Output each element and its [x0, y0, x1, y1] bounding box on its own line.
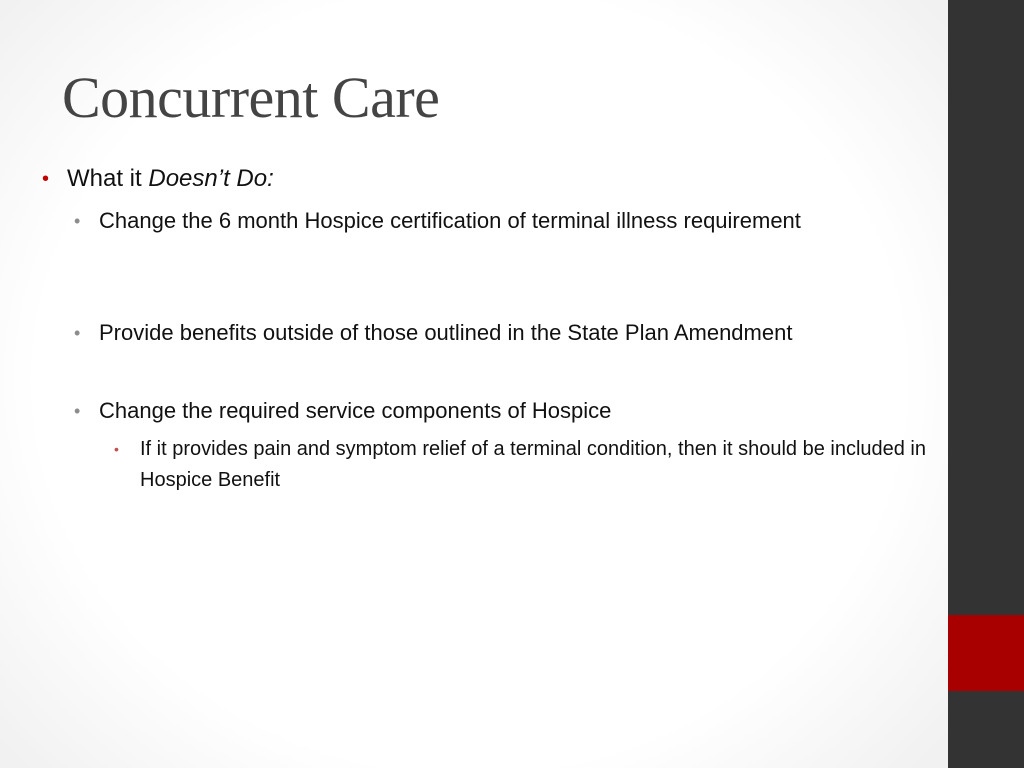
bullet-icon: •: [74, 211, 81, 231]
bullet-level3-pain-relief: [114, 434, 940, 496]
bullet-level1-whatitdoesntdo: [42, 162, 274, 196]
bullet-icon: •: [114, 441, 119, 457]
bullet-text: Change the 6 month Hospice certification of terminal illness requirement: [99, 208, 801, 233]
bullet-level2-benefits: [74, 316, 940, 350]
bullet-level2-certification: [74, 204, 940, 238]
bullet-text-prefix: What it: [67, 165, 149, 192]
bullet-icon: •: [74, 323, 81, 343]
sidebar-red-accent: [948, 615, 1024, 691]
bullet-icon: •: [74, 401, 81, 421]
bullet-icon: •: [42, 168, 50, 190]
bullet-level2-service-components: [74, 394, 940, 428]
bullet-text: [42, 162, 274, 196]
bullet-text: If it provides pain and symptom relief of a terminal condition, then it should be included in Hospice Benefit: [140, 438, 926, 491]
bullet-text: Change the required service components of Hospice: [99, 398, 612, 423]
bullet-text: Provide benefits outside of those outlined in the State Plan Amendment: [99, 320, 793, 345]
bullet-text-emphasis: Doesn’t Do:: [148, 165, 274, 192]
slide-title: Concurrent Care: [62, 65, 440, 130]
